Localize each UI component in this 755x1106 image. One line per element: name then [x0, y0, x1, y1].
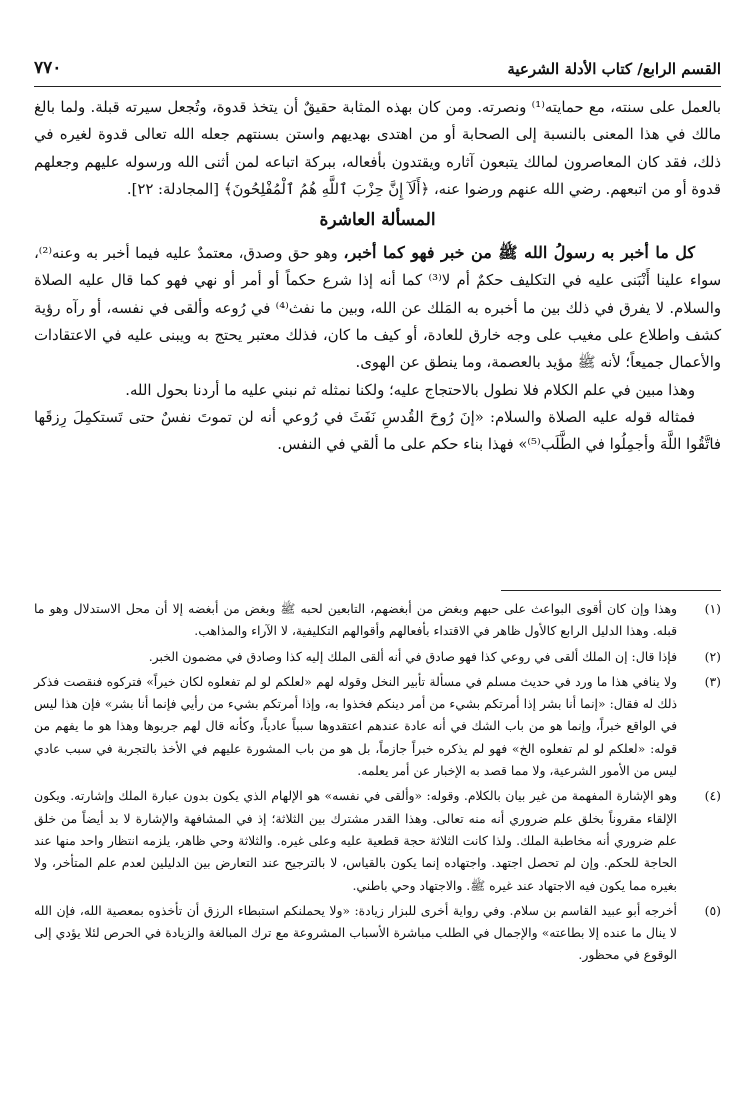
- footnote: [34, 646, 721, 668]
- footnote-text: ولا ينافي هذا ما ورد في حديث مسلم في مسألة تأبير النخل وقوله لهم «لعلكم لو لم تفعلوه لكان خيراً» فتركوه فنقصت فذكر ذلك له فقال: «إنما أنا بشر إذا أمرتكم بشيء من أمر دينكم فخذوا به، وإذا أمرتكم بشيء من رأيي فإنما أنا بشر» فإن هذا ليس في الواقع خبراً، وإنما هو من باب الشك في أنه عادة عندهم اعتقدوها سبباً عادياً، وكأنه قال لهم جربوها وهذا هو ما يفهم من قوله: «لعلكم لو لم تفعلوه الخ» فهو لم يذكره خبراً جازماً، بل هو من باب المشورة عليهم في الأخذ بالتجربة في سبب عادي ليس من الأمور الشرعية، ولا مما قصد به الإخبار عن أمر يعلمه.: [34, 673, 677, 779]
- footnote-text: فإذا قال: إن الملك ألقى في روعي كذا فهو صادق في أنه ألقى الملك إليه كذا وصادق في مضمون الخبر.: [148, 648, 677, 664]
- header-title: القسم الرابع/ كتاب الأدلة الشرعية: [507, 60, 721, 78]
- section-heading: المسألة العاشرة: [319, 210, 436, 231]
- footnote: [34, 598, 721, 643]
- paragraph: فمثاله قوله عليه الصلاة والسلام: «إنَ رُوحَ القُدسِ نَفَثَ في رُوعي أنه لن تموتَ نفسٌ حتى تَستكمِلَ رِزقَها فاتَّقُوا اللَّهَ وأجمِلُوا في الطَّلَب⁽⁵⁾» فهذا بناء حكم على ما ألقي في النفس.: [34, 408, 721, 454]
- footnote-number: (٤): [704, 788, 721, 804]
- paragraph: وهذا مبين في علم الكلام فلا نطول بالاحتجاج عليه؛ ولكنا نمثله ثم نبني عليه ما أردنا بحول الله.: [125, 381, 695, 399]
- footnote-number: (٢): [704, 648, 721, 664]
- footnote-text: وهذا وإن كان أقوى البواعث على حبهم وبغض من أبغضهم، التابعين لحبه ﷺ وبغض من أبغضه إلا أن محل الاستدلال وهو ما قبله. وهذا الدليل الرابع كالأول ظاهر في الاقتداء بأفعالهم وأقوالهم التكليفية، لا الآراء والمذاهب.: [34, 601, 677, 639]
- footnote-text: أخرجه أبو عبيد القاسم بن سلام. وفي رواية أخرى للبزار زيادة: «ولا يحملنكم استبطاء الرزق أن تأخذوه بمعصية الله، فإن الله لا ينال ما عنده إلا بطاعته» والإجمال في الطلب مباشرة الأسباب المشروعة مع ترك المبالغة والزيادة في الحرص لئلا يؤدي إلى الوقوع في محظور.: [34, 902, 677, 963]
- main-text: [34, 94, 721, 459]
- ruling-statement: كل ما أخبر به رسولُ الله ﷺ من خبر فهو كما أخبر،: [343, 243, 696, 263]
- running-header: [34, 56, 721, 87]
- page-number: ٧٧٠: [34, 58, 62, 78]
- paragraph-continuation: وهو حق وصدق، معتمدٌ عليه فيما أخبر به وعنه⁽²⁾، سواء علينا أَنْبَنى عليه في التكليف حكمٌ أم لا⁽³⁾ كما أنه إذا شرع حكماً أو أمر أو نهي فهو كما قال عليه الصلاة والسلام. لا يفرق في ذلك بين ما أخبره به المَلك عن الله، وبين ما نفث⁽⁴⁾ في رُوعه وألقى في نفسه، أو رآه رؤية كشف واطلاع على مغيب على وجه خارق للعادة، أو كيف ما كان، فذلك معتبر يحتج به ويبنى عليه في الاعتقادات والأعمال جميعاً؛ لأنه ﷺ مؤيد بالعصمة، وما ينطق عن الهوى.: [34, 245, 721, 372]
- footnotes: [34, 598, 721, 967]
- footnote-number: (١): [704, 601, 721, 616]
- footnote: [34, 785, 721, 896]
- footnote-separator: [501, 590, 721, 591]
- footnote-number: (٣): [704, 673, 721, 689]
- footnote: [34, 671, 721, 782]
- footnote-number: (٥): [704, 902, 721, 918]
- footnote-text: وهو الإشارة المفهمة من غير بيان بالكلام. وقوله: «وألقى في نفسه» هو الإلهام الذي يكون بدون عبارة الملك وإشارته. ويكون الإلقاء مقروناً بخلق علم ضروري أنه منه تعالى. وهذا القدر مشترك بين الثلاثة؛ إذ في المشافهة والإشارة لا بد أيضاً من خلق علم ضروري أنه مخاطبة الملك. ولذا كانت الثلاثة حجة قطعية عليه وعلى غيره. والثلاثة وحي ظاهر، يلزمه انتظار واحد منها عند الحاجة للحكم. وإن لم تحصل اجتهد. واجتهاده إنما يكون بالقياس، لا بالترجيح عند التعارض بين الدليلين لعدم علم المتأخر، ولا بغيره مما يكون فيه الاجتهاد عند غيره ﷺ. والاجتهاد وحي باطني.: [34, 788, 677, 893]
- paragraph: [34, 239, 721, 376]
- paragraph: بالعمل على سنته، مع حمايته⁽¹⁾ ونصرته. ومن كان بهذه المثابة حقيقٌ أن يتخذ قدوة، وتُجعل سيرته قبلة. ولما بالغ مالك في هذا المعنى بالنسبة إلى الصحابة أو من اهتدى بهديهم واستن بسنتهم جعله الله تعالى قدوة لغيره في ذلك، فقد كان المعاصرون لمالك يتبعون آثاره ويقتدون بأفعاله، ببركة اتباعه لمن أثنى الله ورسوله عليهم وجعلهم قدوة أو من اتبعهم. رضي الله عنهم ورضوا عنه، ﴿أَلَآ إِنَّ حِزْبَ ٱللَّهِ هُمُ ٱلْمُفْلِحُونَ﴾ [المجادلة: ٢٢].: [34, 99, 721, 198]
- footnote: [34, 900, 721, 967]
